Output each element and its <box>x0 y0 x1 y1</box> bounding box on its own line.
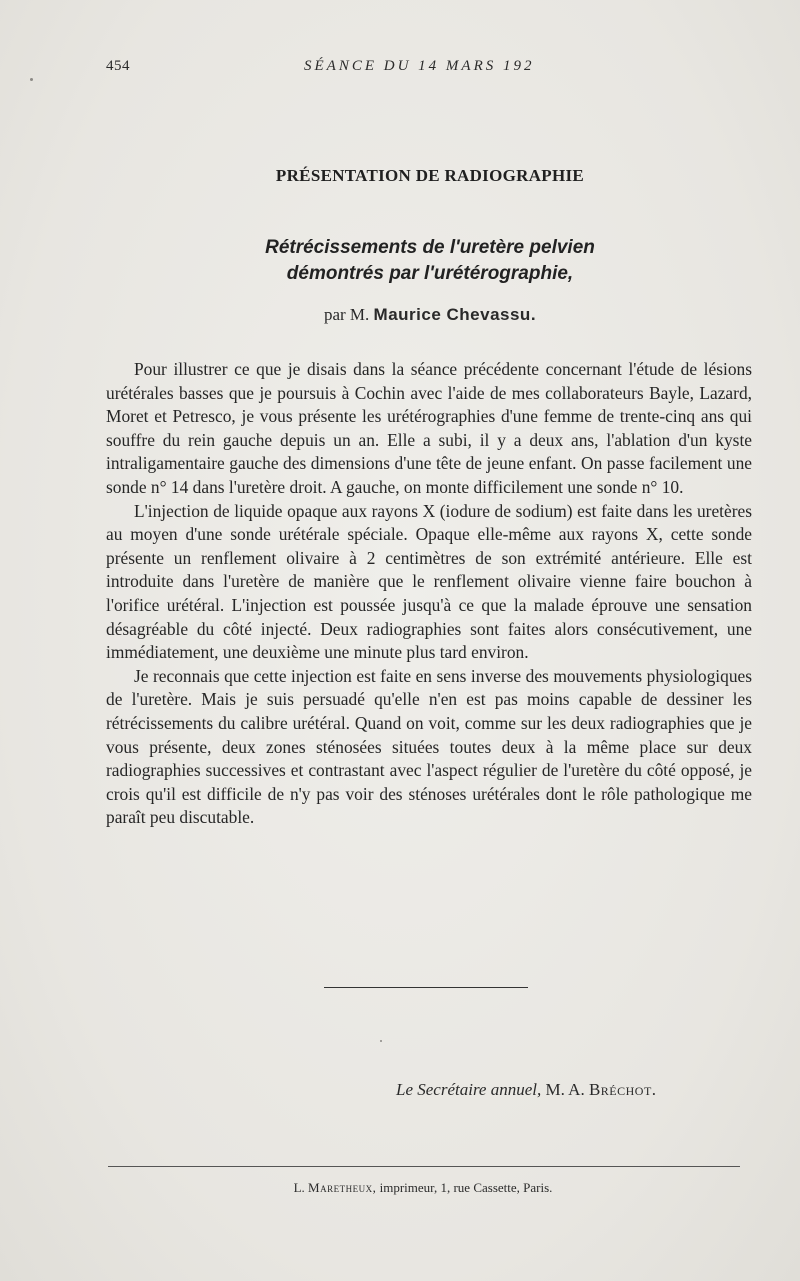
paragraph: Pour illustrer ce que je disais dans la séance précédente concernant l'étude de lésions urétérales basses que je poursuis à Cochin avec l'aide de mes collaborateurs Bayle, Lazard, Moret et Petresco, je vous présente les urétérographies d'une femme de trente-cinq ans qui souffre du rein gauche depuis un an. Elle a subi, il y a deux ans, l'ablation d'un kyste intraligamentaire gauche des dimensions d'une tête de jeune enfant. On passe facilement une sonde n° 14 dans l'uretère droit. A gauche, on monte difficilement une sonde n° 10. <box>106 359 752 497</box>
footer-divider <box>108 1166 740 1167</box>
article-body <box>106 358 752 830</box>
signature-name: Bréchot. <box>588 1080 657 1099</box>
signature <box>396 1080 657 1100</box>
article-title-line-2: démontrés par l'urétérographie, <box>286 263 574 284</box>
paper-speck <box>30 78 33 81</box>
printer-imprint <box>0 1180 800 1196</box>
running-head: SÉANCE DU 14 MARS 192 <box>304 58 535 74</box>
article-title-line-1: Rétrécissements de l'uretère pelvien <box>265 237 595 258</box>
byline <box>106 305 754 325</box>
printer-initial: L. <box>293 1180 305 1195</box>
signature-role: Le Secrétaire annuel, <box>396 1080 542 1099</box>
author-name: Maurice Chevassu. <box>373 305 537 324</box>
printer-name: Maretheux, <box>308 1180 377 1195</box>
signature-name-prefix: M. A. <box>545 1080 585 1099</box>
paragraph: L'injection de liquide opaque aux rayons X (iodure de sodium) est faite dans les uretères au moyen d'une sonde urétérale spéciale. Opaque elle-même aux rayons X, cette sonde présente un renflement olivaire à 2 centimètres de son extrémité antérieure. Elle est introduite dans l'uretère de manière que le renflement olivaire vienne faire bouchon à l'orifice urétéral. L'injection est poussée jusqu'à ce que la malade éprouve une sensation désagréable du côté injecté. Deux radiographies sont faites alors consécutivement, une immédiatement, une deuxième une minute plus tard environ. <box>106 500 752 663</box>
article-title <box>106 235 754 287</box>
page-number: 454 <box>106 58 130 74</box>
page-header <box>106 58 756 80</box>
printer-address: imprimeur, 1, rue Cassette, Paris. <box>379 1180 553 1195</box>
section-divider <box>324 987 528 988</box>
byline-prefix: par M. <box>323 305 370 324</box>
paragraph: Je reconnais que cette injection est faite en sens inverse des mouvements physiologiques de l'uretère. Mais je suis persuadé qu'elle n'en est pas moins capable de dessiner les rétrécissements du calibre urétéral. Quand on voit, comme sur les deux radiographies que je vous présente, deux zones sténosées situées toutes deux à la même place sur deux radiographies successives et contrastant avec l'aspect régulier de l'uretère du côté opposé, je crois qu'il est difficile de n'y pas voir des sténoses urétérales dont le rôle pathologique me paraît peu discutable. <box>106 665 752 828</box>
section-title: PRÉSENTATION DE RADIOGRAPHIE <box>275 166 585 185</box>
paper-speck <box>380 1040 382 1042</box>
